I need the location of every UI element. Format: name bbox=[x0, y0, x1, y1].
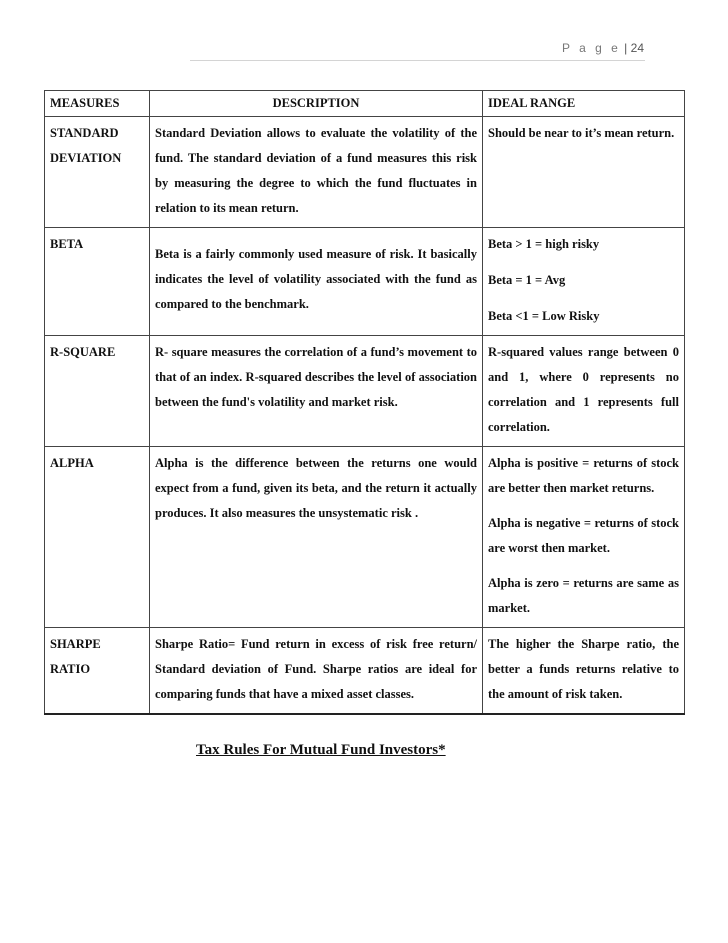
measure-cell bbox=[45, 628, 150, 715]
column-header-description: DESCRIPTION bbox=[150, 91, 483, 117]
ideal-range-text: Alpha is zero = returns are same as market. bbox=[488, 576, 679, 615]
measure-cell bbox=[45, 336, 150, 447]
table-row bbox=[45, 447, 685, 628]
measure-name: STANDARD bbox=[50, 126, 119, 140]
measure-cell bbox=[45, 117, 150, 228]
measure-name: RATIO bbox=[50, 662, 91, 676]
ideal-range-cell bbox=[483, 628, 685, 715]
ideal-range-cell bbox=[483, 447, 685, 628]
measures-table bbox=[44, 90, 685, 715]
ideal-range-text: Alpha is positive = returns of stock are better then market returns. bbox=[488, 456, 679, 495]
table-row bbox=[45, 228, 685, 336]
measure-name: DEVIATION bbox=[50, 151, 122, 165]
description-cell: R- square measures the correlation of a fund’s movement to that of an index. R-squared describes the level of association between the fund's volatility and market risk. bbox=[150, 336, 483, 447]
measure-name: BETA bbox=[50, 237, 84, 251]
measure-cell bbox=[45, 228, 150, 336]
ideal-range-text: The higher the Sharpe ratio, the better a funds returns relative to the amount of risk taken. bbox=[488, 637, 679, 701]
ideal-range-text: Beta = 1 = Avg bbox=[488, 273, 566, 287]
table-row bbox=[45, 336, 685, 447]
header-rule bbox=[190, 60, 645, 61]
description-cell: Standard Deviation allows to evaluate the volatility of the fund. The standard deviation of a fund measures this risk by measuring the degree to which the fund fluctuates in relation to its mean return. bbox=[150, 117, 483, 228]
column-header-measures: MEASURES bbox=[45, 91, 150, 117]
ideal-range-cell bbox=[483, 336, 685, 447]
section-title: Tax Rules For Mutual Fund Investors* bbox=[196, 742, 446, 758]
ideal-range-text: Beta > 1 = high risky bbox=[488, 237, 600, 251]
column-header-ideal-range: IDEAL RANGE bbox=[483, 91, 685, 117]
measure-name: R-SQUARE bbox=[50, 345, 116, 359]
table-row bbox=[45, 628, 685, 715]
ideal-range-text: R-squared values range between 0 and 1, where 0 represents no correlation and 1 represents full correlation. bbox=[488, 345, 679, 434]
measure-name: ALPHA bbox=[50, 456, 94, 470]
measure-cell bbox=[45, 447, 150, 628]
table-row bbox=[45, 117, 685, 228]
description-cell: Beta is a fairly commonly used measure of risk. It basically indicates the level of volatility associated with the fund as compared to the benchmark. bbox=[150, 228, 483, 336]
ideal-range-text: Beta <1 = Low Risky bbox=[488, 309, 600, 323]
ideal-range-text: Alpha is negative = returns of stock are worst then market. bbox=[488, 516, 679, 555]
ideal-range-text: Should be near to it’s mean return. bbox=[488, 126, 675, 140]
ideal-range-cell bbox=[483, 228, 685, 336]
measure-name: SHARPE bbox=[50, 637, 101, 651]
description-cell: Sharpe Ratio= Fund return in excess of risk free return/ Standard deviation of Fund. Sharpe ratios are ideal for comparing funds that have a mixed asset classes. bbox=[150, 628, 483, 715]
page-label: P a g e bbox=[562, 41, 621, 55]
page-number: 24 bbox=[630, 41, 644, 55]
table-header-row bbox=[45, 91, 685, 117]
ideal-range-cell bbox=[483, 117, 685, 228]
page-separator: | bbox=[624, 41, 628, 55]
page-header bbox=[562, 41, 644, 55]
description-cell: Alpha is the difference between the returns one would expect from a fund, given its beta, and the return it actually produces. It also measures the unsystematic risk . bbox=[150, 447, 483, 628]
